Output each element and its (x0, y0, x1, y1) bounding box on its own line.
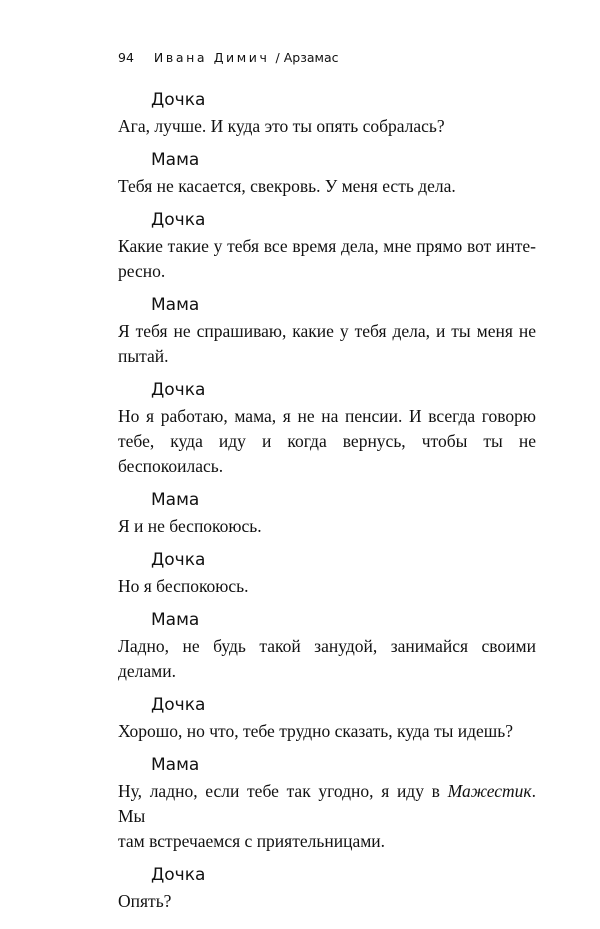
venue-name: Мажестик (447, 781, 532, 801)
speaker-name: Дочка (151, 210, 206, 230)
speech-line: пытай. (118, 346, 169, 366)
speech-line: Тебя не касается, свекровь. У меня есть дела. (118, 176, 456, 196)
speech-line: Какие такие у тебя все время дела, мне прямо вот инте- (118, 236, 536, 256)
speech-line: Я и не беспокоюсь. (118, 516, 262, 536)
speaker-name: Мама (151, 610, 200, 630)
speaker-name: Дочка (151, 550, 206, 570)
dialogue-block (118, 88, 536, 139)
dialogue-block (118, 148, 536, 199)
speech-line: Но я работаю, мама, я не на пенсии. И всегда говорю (118, 406, 536, 426)
speech-text: Ну, ладно, если тебе так угодно, я иду в (118, 781, 448, 801)
speech-line (118, 779, 536, 829)
dialogue-block (118, 693, 536, 744)
page-number: 94 (118, 50, 134, 65)
dialogue-block (118, 208, 536, 284)
header-title: / Арзамас (275, 50, 339, 65)
speaker-name: Дочка (151, 90, 206, 110)
speech-line: ресно. (118, 261, 166, 281)
dialogue-block (118, 608, 536, 684)
speaker-name: Дочка (151, 865, 206, 885)
speaker-name: Мама (151, 490, 200, 510)
dialogue-block (118, 293, 536, 369)
dialogue-block (118, 863, 536, 914)
header-author: Ивана Димич (153, 50, 270, 65)
speech-text: . Мы (118, 781, 536, 826)
dialogue-block (118, 378, 536, 479)
dialogue-text (118, 88, 536, 923)
speaker-name: Мама (151, 295, 200, 315)
dialogue-block (118, 488, 536, 539)
dialogue-block (118, 753, 536, 854)
running-header (118, 50, 338, 65)
speech-line: там встречаемся с приятельницами. (118, 831, 386, 851)
speech-line: тебе, куда иду и когда вернусь, чтобы ты не беспокоилась. (118, 431, 536, 476)
speech-line: Хорошо, но что, тебе трудно сказать, куда ты идешь? (118, 721, 513, 741)
speech-line: Ага, лучше. И куда это ты опять собралась? (118, 116, 445, 136)
speech-line: Ладно, не будь такой занудой, занимайся своими делами. (118, 636, 536, 681)
speaker-name: Мама (151, 150, 200, 170)
speaker-name: Мама (151, 755, 200, 775)
dialogue-block (118, 548, 536, 599)
speech-line: Я тебя не спрашиваю, какие у тебя дела, и ты меня не (118, 321, 536, 341)
speech-line: Опять? (118, 891, 172, 911)
speech-line: Но я беспокоюсь. (118, 576, 249, 596)
speaker-name: Дочка (151, 695, 206, 715)
speaker-name: Дочка (151, 380, 206, 400)
